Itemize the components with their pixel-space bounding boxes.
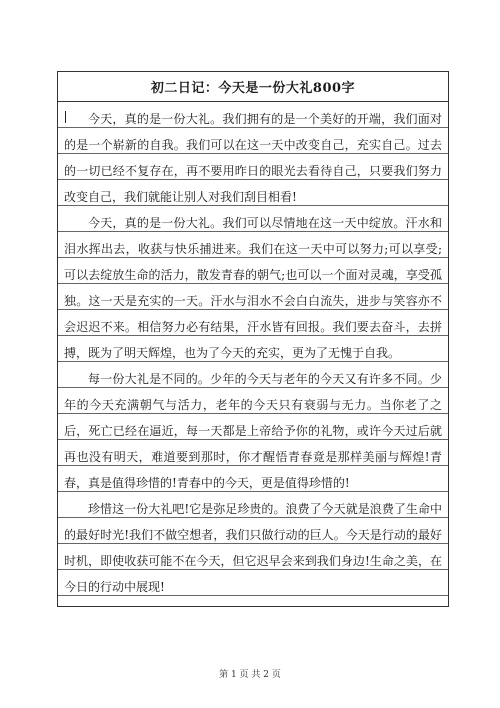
paragraph-2: 今天，真的是一份大礼。我们可以尽情地在这一天中绽放。汗水和泪水挥出去，收获与快乐捕进来。我们在这一天中可以努力;可以享受;可以去绽放生命的活力，散发青春的朝气;也可以一个面对灵魂，享受孤独。这一天是充实的一天。汗水与泪水不会白白流失，进步与笑容亦不会迟迟不来。相信努力必有结果，汗水皆有回报。我们要去奋斗，去拼搏，既为了明天辉煌，也为了今天的充实，更为了无愧于自我。: [64, 216, 442, 360]
document-title: 初二日记：今天是一份大礼800字: [58, 72, 448, 102]
diary-table: [57, 71, 449, 607]
page-footer: 第 1 页 共 2 页: [219, 670, 281, 680]
document-body: [58, 102, 448, 606]
paragraph-3: 每一份大礼是不同的。少年的今天与老年的今天又有许多不同。少年的今天充满朝气与活力，老年的今天只有衰弱与无力。当你老了之后，死亡已经在逼近，每一天都是上帝给予你的礼物，或许今天过后就再也没有明天，难道要到那时，你才醒悟青春竟是那样美丽与辉煌!青春，真是值得珍惜的!青春中的今天，更是值得珍惜的!: [64, 372, 442, 490]
paragraph-1: 今天，真的是一份大礼。我们拥有的是一个美好的开端，我们面对的是一个崭新的自我。我们可以在这一天中改变自己，充实自己。过去的一切已经不复存在，再不要用昨日的眼光去看待自己，只要我们努力改变自己，我们就能让别人对我们刮目相看!: [64, 112, 442, 204]
paragraph-4: 珍惜这一份大礼吧!它是弥足珍贵的。浪费了今天就是浪费了生命中的最好时光!我们不做空想者，我们只做行动的巨人。今天是行动的最好时机，即使收获可能不在今天，但它迟早会来到我们身边!生命之美，在今日的行动中展现!: [64, 502, 442, 594]
text-cursor: [65, 111, 66, 123]
